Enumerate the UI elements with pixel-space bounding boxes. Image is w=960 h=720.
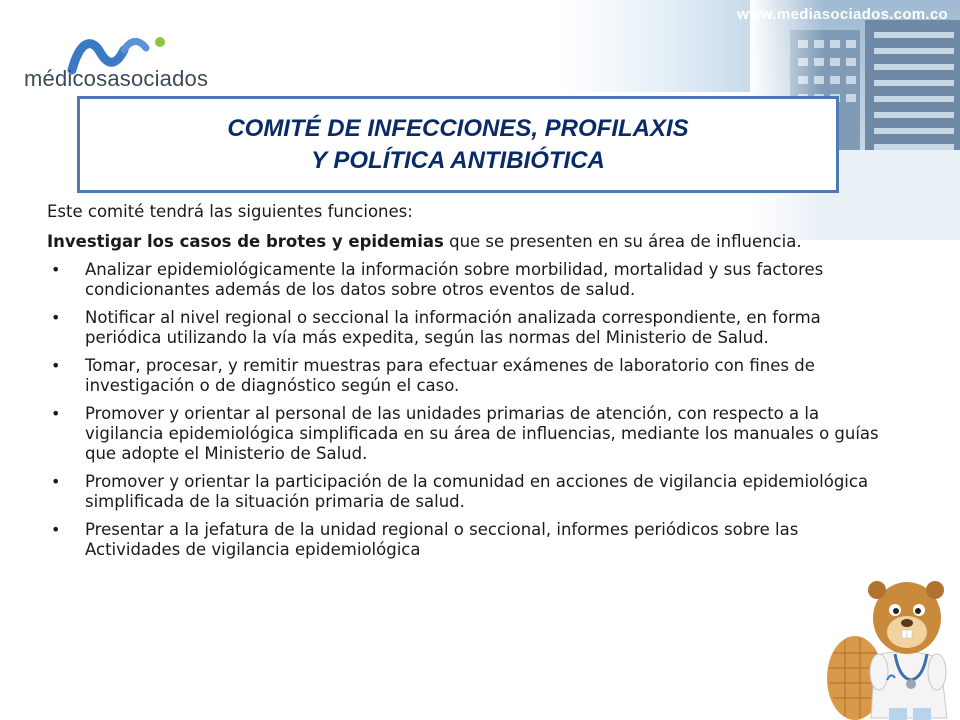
lead-rest: que se presenten en su área de influencia.: [443, 232, 802, 251]
title-box: [77, 96, 839, 193]
list-item: • Promover y orientar la participación de la comunidad en acciones de vigilancia epidemiológica simplificada de la situación primaria de salud.: [51, 472, 869, 511]
bullet-icon: •: [51, 404, 61, 423]
bullet-list: [47, 260, 897, 560]
beaver-doctor-mascot-icon: [815, 568, 960, 720]
logo-wordmark: médicosasociados: [24, 66, 209, 91]
title-line-1: COMITÉ DE INFECCIONES, PROFILAXIS: [227, 114, 689, 142]
content: [47, 200, 897, 568]
website-url[interactable]: www.mediasociados.com.co: [737, 6, 948, 23]
bullet-icon: •: [51, 308, 61, 327]
list-item: • Presentar a la jefatura de la unidad regional o seccional, informes periódicos sobre las Actividades de vigilancia epidemiológica: [51, 520, 799, 559]
title-line-2: Y POLÍTICA ANTIBIÓTICA: [311, 146, 605, 174]
lead-text: [47, 232, 897, 252]
list-item: • Tomar, procesar, y remitir muestras para efectuar exámenes de laboratorio con fines de investigación o de diagnóstico según el caso.: [51, 356, 815, 395]
bullet-icon: •: [51, 472, 61, 491]
bullet-icon: •: [51, 520, 61, 539]
lead-bold: Investigar los casos de brotes y epidemias: [47, 232, 444, 251]
intro-text: Este comité tendrá las siguientes funciones:: [47, 202, 413, 221]
bullet-icon: •: [51, 356, 61, 375]
list-item: • Notificar al nivel regional o seccional la información analizada correspondiente, en forma periódica utilizando la vía más expedita, según las normas del Ministerio de Salud.: [51, 308, 821, 347]
list-item: • Promover y orientar al personal de las unidades primarias de atención, con respecto a la vigilancia epidemiológica simplificada en su área de influencias, mediante los manuales o guías que adopte el Ministerio de Salud.: [51, 404, 879, 463]
bullet-icon: •: [51, 260, 61, 279]
list-item: • Analizar epidemiológicamente la información sobre morbilidad, mortalidad y sus factores condicionantes además de los datos sobre otros eventos de salud.: [51, 260, 824, 299]
